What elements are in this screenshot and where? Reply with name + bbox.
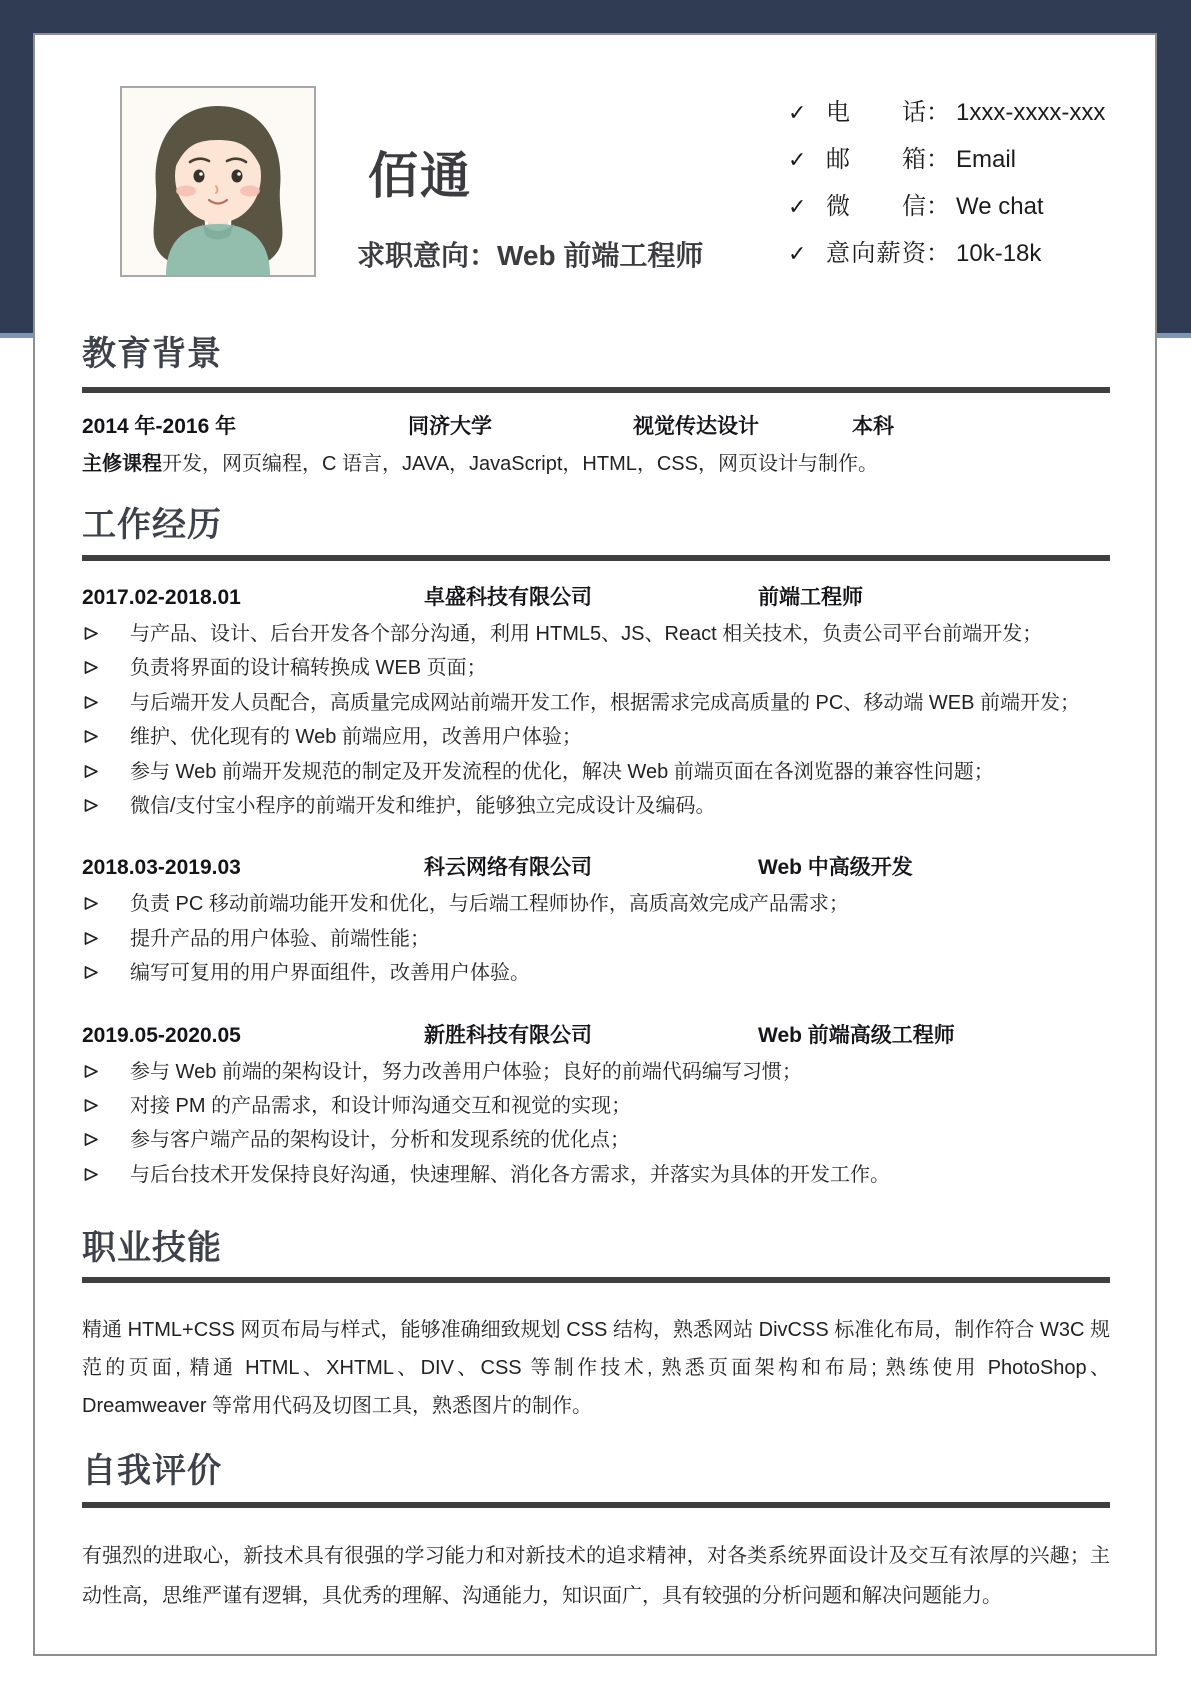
job-company: 卓盛科技有限公司 [424, 586, 592, 609]
check-icon: ✓ [788, 147, 807, 172]
contact-list [788, 99, 1105, 287]
job-period: 2017.02-2018.01 [82, 586, 241, 609]
avatar [120, 86, 316, 277]
job-company: 新胜科技有限公司 [424, 1023, 592, 1047]
avatar-illustration [122, 88, 314, 275]
section-title-experience: 工作经历 [82, 506, 222, 544]
job-bullet [82, 617, 1110, 651]
courses-text: 开发，网页编程，C 语言，JAVA，JavaScript，HTML，CSS，网页设计与制作。 [162, 453, 878, 475]
job-bullet [82, 789, 1110, 823]
job-bullet-text: 对接 PM 的产品需求，和设计师沟通交互和视觉的实现； [130, 1095, 632, 1118]
section-divider [82, 1502, 1110, 1508]
contact-label: 微信 [826, 193, 926, 220]
job-bullet-text: 参与 Web 前端的架构设计，努力改善用户体验；良好的前端代码编写习惯； [130, 1060, 802, 1083]
job-bullet [82, 887, 1110, 921]
contact-value: 1xxx-xxxx-xxx [956, 99, 1106, 126]
contact-colon: ： [926, 240, 950, 267]
bullet-arrow-icon [84, 1167, 99, 1182]
job-bullet-text: 与后台技术开发保持良好沟通，快速理解、消化各方需求，并落实为具体的开发工作。 [130, 1163, 890, 1186]
job-period: 2018.03-2019.03 [82, 856, 241, 880]
job-intent: 求职意向：Web 前端工程师 [357, 240, 704, 271]
contact-row [788, 193, 1105, 221]
contact-label: 邮箱 [826, 146, 926, 173]
job-company: 科云网络有限公司 [424, 856, 592, 880]
bullet-arrow-icon [84, 695, 99, 710]
job-bullet [82, 1123, 1110, 1157]
contact-colon: ： [926, 146, 950, 173]
contact-colon: ： [926, 99, 950, 126]
job-bullet [82, 1055, 1110, 1089]
job-entry [82, 1023, 1110, 1193]
check-icon: ✓ [788, 100, 807, 125]
top-navy-band [0, 0, 1191, 33]
bullet-arrow-icon [84, 1132, 99, 1147]
job-bullet-list [82, 617, 1110, 823]
job-bullet [82, 1089, 1110, 1123]
job-bullet-text: 与产品、设计、后台开发各个部分沟通，利用 HTML5、JS、React 相关技术，负责公司平台前端开发； [130, 623, 1043, 645]
job-bullet-list [82, 887, 1110, 990]
contact-row [788, 146, 1105, 174]
education-degree: 本科 [852, 415, 894, 438]
section-title-self-evaluation: 自我评价 [82, 1452, 222, 1490]
courses-label: 主修课程 [82, 453, 162, 475]
job-bullet-text: 提升产品的用户体验、前端性能； [130, 927, 430, 950]
job-entry [82, 585, 1110, 823]
job-bullet [82, 686, 1110, 720]
check-icon: ✓ [788, 241, 807, 266]
section-education [82, 336, 1110, 476]
contact-row [788, 99, 1105, 127]
section-title-skills: 职业技能 [82, 1229, 222, 1267]
job-header [82, 855, 1110, 881]
section-title-education: 教育背景 [82, 335, 222, 373]
job-bullet-text: 与后端开发人员配合，高质量完成网站前端开发工作，根据需求完成高质量的 PC、移动端 WEB 前端开发； [130, 691, 1081, 714]
job-period: 2019.05-2020.05 [82, 1023, 241, 1047]
job-bullet-list [82, 1055, 1110, 1193]
job-bullet-text: 微信/支付宝小程序的前端开发和维护，能够独立完成设计及编码。 [130, 795, 716, 818]
bullet-arrow-icon [84, 1098, 99, 1113]
job-bullet [82, 922, 1110, 956]
contact-value: We chat [956, 193, 1044, 220]
section-divider [82, 1277, 1110, 1283]
job-bullet-text: 维护、优化现有的 Web 前端应用，改善用户体验； [130, 726, 582, 749]
job-bullet-text: 编写可复用的用户界面组件，改善用户体验。 [130, 962, 530, 985]
contact-label: 电话 [826, 99, 926, 126]
job-bullet [82, 755, 1110, 789]
resume-sheet [33, 33, 1157, 1656]
left-navy-column [0, 0, 33, 333]
bullet-arrow-icon [84, 729, 99, 744]
contact-row [788, 240, 1105, 268]
job-bullet-text: 参与客户端产品的架构设计，分析和发现系统的优化点； [130, 1129, 630, 1152]
job-header [82, 1023, 1110, 1049]
contact-colon: ： [926, 193, 950, 220]
bullet-arrow-icon [84, 764, 99, 779]
education-period: 2014 年-2016 年 [82, 415, 237, 438]
check-icon: ✓ [788, 194, 807, 219]
education-school: 同济大学 [408, 415, 492, 438]
bullet-arrow-icon [84, 626, 99, 641]
right-navy-accent-edge [1157, 333, 1191, 338]
section-divider [82, 387, 1110, 393]
education-major: 视觉传达设计 [633, 415, 759, 438]
job-list [82, 585, 1110, 1192]
job-bullet [82, 720, 1110, 754]
job-entry [82, 855, 1110, 990]
contact-value: 10k-18k [956, 240, 1042, 267]
bullet-arrow-icon [84, 931, 99, 946]
education-courses [82, 452, 1110, 476]
left-navy-accent-edge [0, 333, 33, 338]
self-evaluation-paragraph: 有强烈的进取心，新技术具有很强的学习能力和对新技术的追求精神，对各类系统界面设计及交互有浓厚的兴趣；主动性高，思维严谨有逻辑，具优秀的理解、沟通能力，知识面广，具有较强的分析问题和解决问题能力。 [82, 1545, 1110, 1607]
bullet-arrow-icon [84, 798, 99, 813]
section-skills [82, 1230, 1110, 1425]
job-header [82, 585, 1110, 611]
candidate-name: 佰通 [368, 148, 472, 204]
bullet-arrow-icon [84, 965, 99, 980]
bullet-arrow-icon [84, 1064, 99, 1079]
job-role: Web 中高级开发 [758, 856, 913, 880]
skills-paragraph: 精通 HTML+CSS 网页布局与样式，能够准确细致规划 CSS 结构，熟悉网站 DivCSS 标准化布局，制作符合 W3C 规范的页面, 精通 HTML、XHTML、DIV、CSS 等制作技术, 熟悉页面架构和布局; 熟练使用 PhotoShop、Dreamweaver 等常用代码及切图工具，熟悉图片的制作。 [82, 1319, 1110, 1417]
contact-value: Email [956, 146, 1017, 173]
job-role: 前端工程师 [758, 586, 863, 609]
job-bullet-text: 参与 Web 前端开发规范的制定及开发流程的优化，解决 Web 前端页面在各浏览器的兼容性问题； [130, 760, 994, 783]
right-navy-column [1157, 0, 1191, 333]
bullet-arrow-icon [84, 896, 99, 911]
section-divider [82, 555, 1110, 561]
contact-label: 意向薪资 [826, 240, 926, 267]
bullet-arrow-icon [84, 660, 99, 675]
job-bullet-text: 负责 PC 移动前端功能开发和优化，与后端工程师协作，高质高效完成产品需求； [130, 893, 849, 916]
section-experience [82, 507, 1110, 1192]
job-bullet [82, 1158, 1110, 1192]
job-bullet [82, 651, 1110, 685]
section-self-evaluation [82, 1453, 1110, 1616]
job-bullet [82, 956, 1110, 990]
job-bullet-text: 负责将界面的设计稿转换成 WEB 页面； [130, 657, 487, 680]
education-row [82, 415, 1110, 439]
job-role: Web 前端高级工程师 [758, 1023, 955, 1047]
